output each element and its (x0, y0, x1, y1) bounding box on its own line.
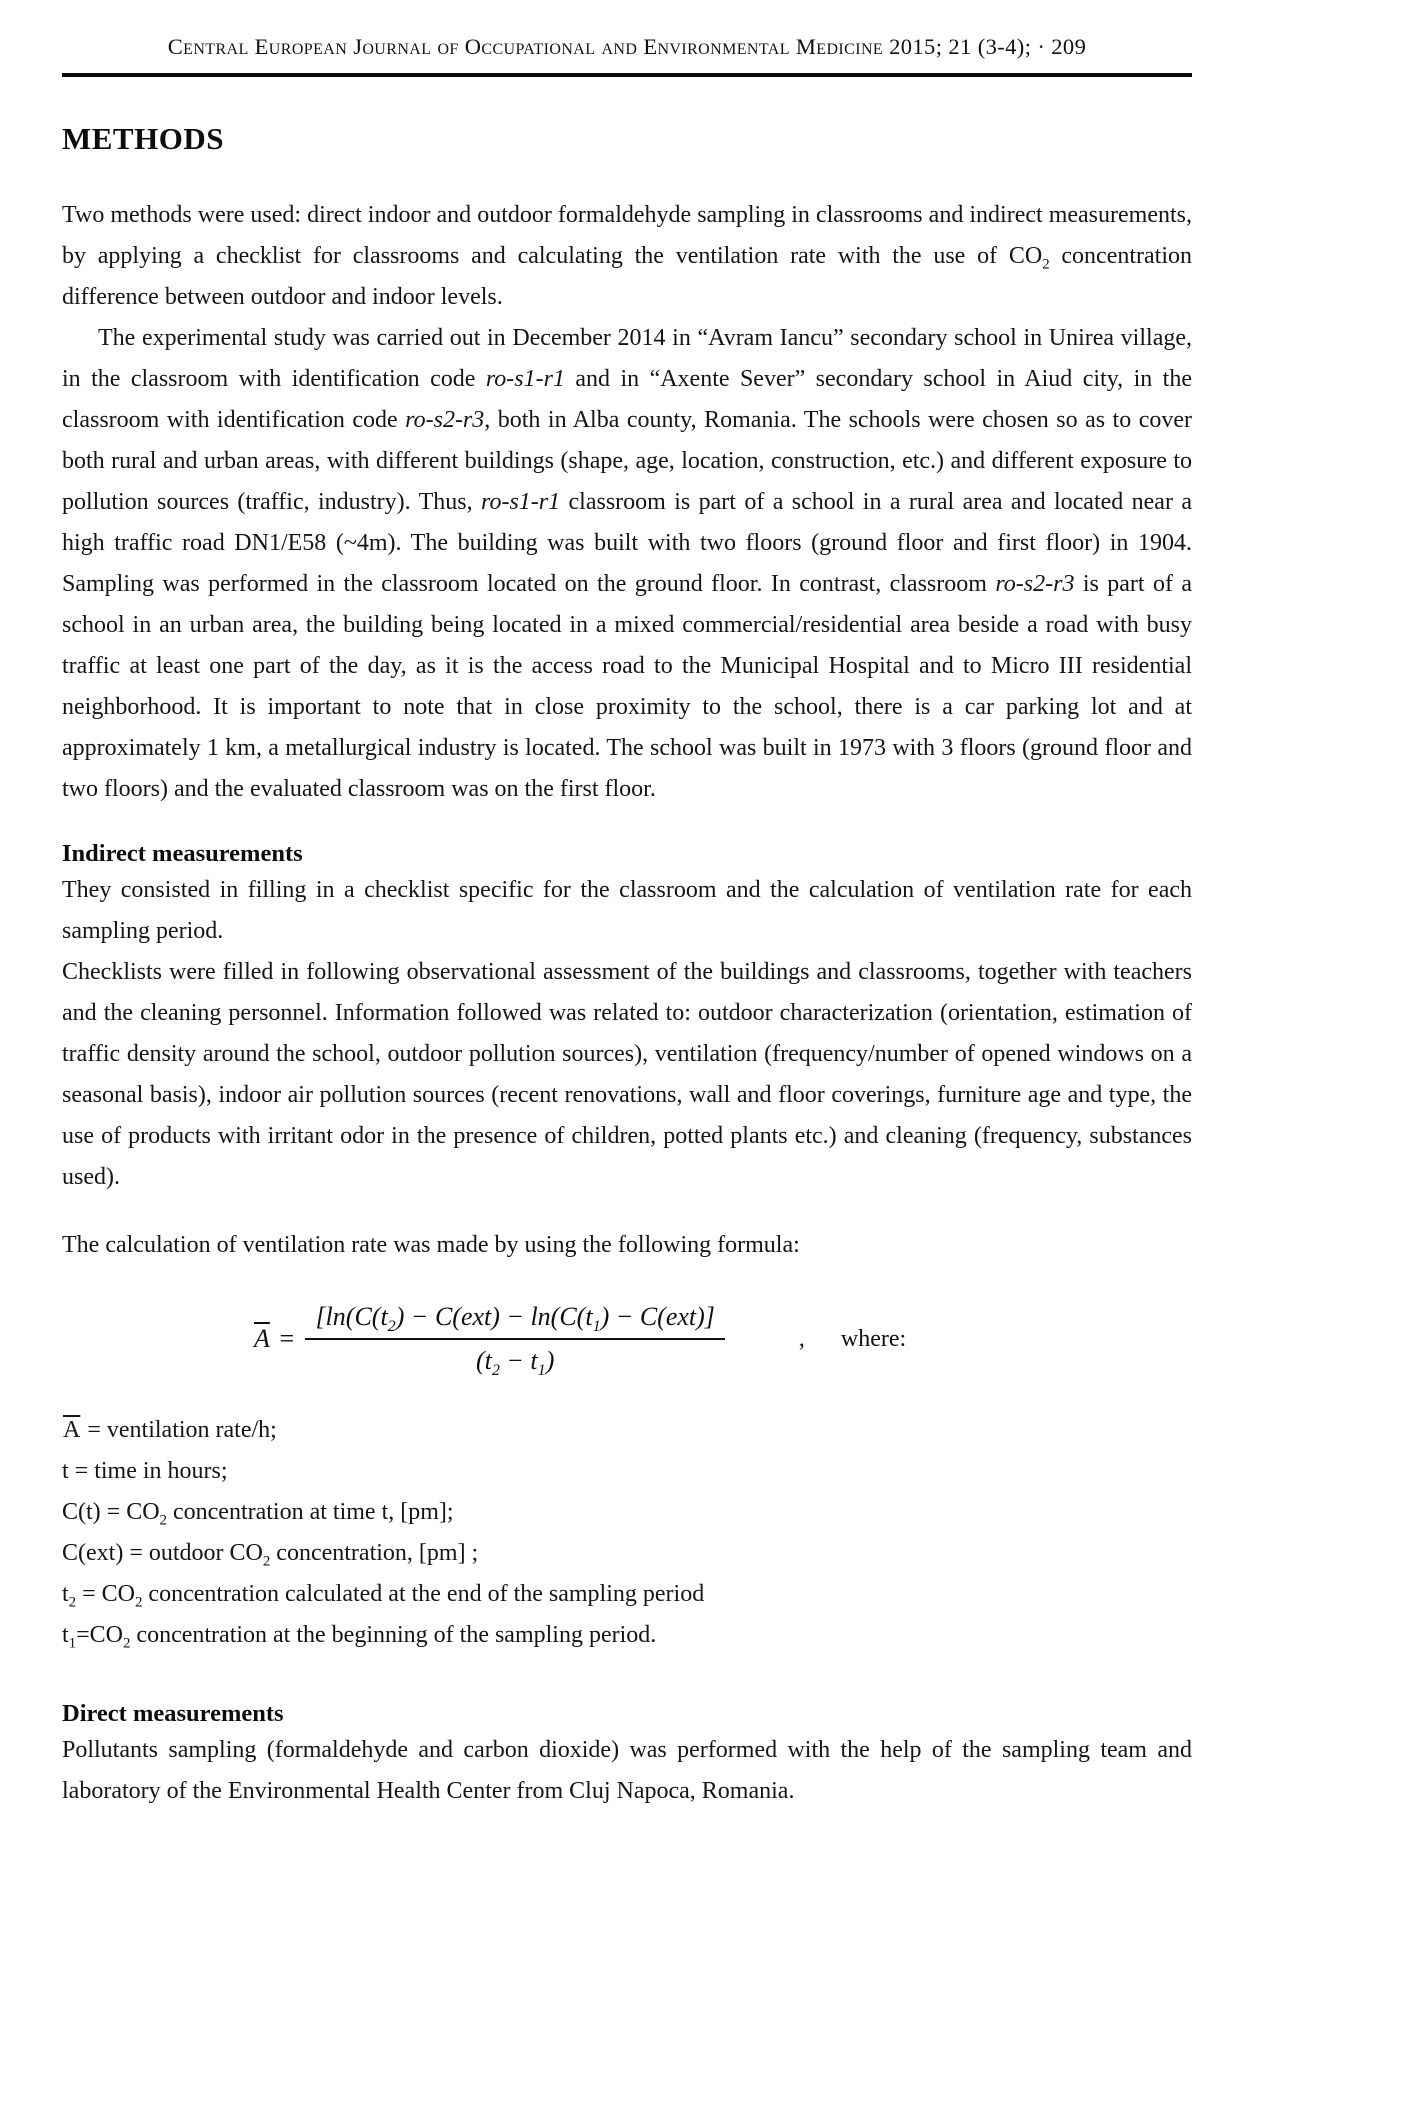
formula-comma: , (798, 1325, 805, 1352)
paragraph-direct-1: Pollutants sampling (formaldehyde and carbon dioxide) was performed with the help of the sampling team and laboratory of the Environmental Health Center from Cluj Napoca, Romania. (62, 1737, 1192, 1804)
formula-where-clause (799, 1326, 906, 1353)
definition-ventilation-rate (62, 1410, 1192, 1451)
a-bar-symbol-definition: $\overline{A}$ (63, 1417, 81, 1443)
formula-numerator: [$\ln(C(t_2) - C(ext) - \ln(C(t_1) - C(ext)]$ (305, 1302, 724, 1340)
header-rule (62, 73, 1192, 77)
equals-sign: = (277, 1324, 296, 1353)
formula-where-label: where: (840, 1325, 907, 1352)
variable-definitions (62, 1410, 1192, 1656)
definition-c-t: $C(t) = CO_2$ concentration at time t, [pm]; (62, 1499, 454, 1529)
paragraph-methods-2: The experimental study was carried out in December 2014 in “Avram Iancu” secondary school in Unirea village, in the classroom with identification code ro-s1-r1 and in “Axente Sever” secondary school in Aiud city, in the classroom with identification code ro-s2-r3, both in Alba county, Romania. The schools were chosen so as to cover both rural and urban areas, with different buildings (shape, age, location, construction, etc.) and different exposure to pollution sources (traffic, industry). Thus, ro-s1-r1 classroom is part of a school in a rural area and located near a high traffic road DN1/E58 (~4m). The building was built with two floors (ground floor and first floor) in 1904. Sampling was performed in the classroom located on the ground floor. In contrast, classroom ro-s2-r3 is part of a school in an urban area, the building being located in a mixed commercial/residential area beside a road with busy traffic at least one part of the day, as it is the access road to the Municipal Hospital and to Micro III residential neighborhood. It is important to note that in close proximity to the school, there is a car parking lot and at approximately 1 km, a metallurgical industry is located. The school was built in 1973 with 3 floors (ground floor and two floors) and the evaluated classroom was on the first floor. (62, 325, 1192, 802)
ventilation-rate-formula (252, 1302, 1192, 1380)
section-title-methods: METHODS (62, 121, 224, 156)
definition-c-ext: C(ext) = outdoor $CO_2$ concentration, [pm] ; (62, 1540, 479, 1570)
formula-lhs (252, 1324, 305, 1354)
subsection-title-indirect-measurements: Indirect measurements (62, 840, 303, 867)
definition-ventilation-rate-text: = ventilation rate/h; (81, 1417, 277, 1443)
subsection-title-direct-measurements: Direct measurements (62, 1700, 284, 1727)
paragraph-methods-1: Two methods were used: direct indoor and outdoor formaldehyde sampling in classrooms and indirect measurements, by applying a checklist for classrooms and calculating the ventilation rate with the use of $CO_2$ concentration difference between outdoor and indoor levels. (62, 202, 1192, 310)
formula-fraction (305, 1302, 724, 1380)
journal-title: Central European Journal of Occupational and Environmental Medicine 2015; 21 (3-4); · 209 (167, 34, 1087, 59)
definition-t1: $t_1=CO_2$ concentration at the beginning of the sampling period. (62, 1622, 657, 1652)
a-bar-symbol: $\overline{A}$ (254, 1324, 270, 1353)
paragraph-formula-intro: The calculation of ventilation rate was made by using the following formula: (62, 1232, 800, 1258)
page-header (62, 34, 1192, 77)
paragraph-indirect-1: They consisted in filling in a checklist specific for the classroom and the calculation of ventilation rate for each sampling period. (62, 877, 1192, 944)
paragraph-indirect-2: Checklists were filled in following observational assessment of the buildings and classrooms, together with teachers and the cleaning personnel. Information followed was related to: outdoor characterization (orientation, estimation of traffic density around the school, outdoor pollution sources), ventilation (frequency/number of opened windows on a seasonal basis), indoor air pollution sources (recent renovations, wall and floor coverings, furniture age and type, the use of products with irritant odor in the presence of children, potted plants etc.) and cleaning (frequency, substances used). (62, 959, 1192, 1190)
definition-t2: $t_2 = CO_2$ concentration calculated at the end of the sampling period (62, 1581, 705, 1611)
formula-denominator: $(t_2 - t_1)$ (475, 1346, 555, 1380)
definition-time: t = time in hours; (62, 1458, 228, 1484)
